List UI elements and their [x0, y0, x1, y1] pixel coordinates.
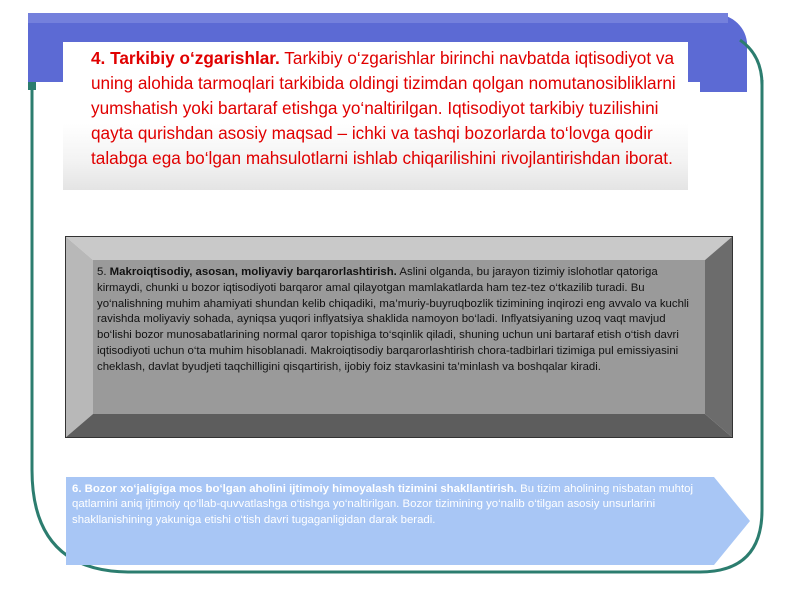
point-6-text	[72, 482, 712, 528]
bevel-top-face	[65, 236, 733, 260]
point-4-heading: 4. Tarkibiy o‘zgarishlar.	[91, 48, 280, 68]
point-5-number: 5.	[97, 266, 110, 278]
bevel-right-face	[705, 236, 733, 438]
teal-frame-left-cap	[28, 82, 36, 90]
bevel-bottom-face	[65, 414, 733, 438]
point-4-body: Tarkibiy o‘zgarishlar birinchi navbatda iqtisodiyot va uning alohida tarmoqlari tarkibida oldingi tizimdan qolgan nomutanosibliklarni yumshatish yoki bartaraf etishga yo‘naltirilgan. Iqtisodiyot tarkibiy tuzilishini qayta qurishdan asosiy maqsad – ichki va tashqi bozorlarda to‘lovga qodir talabga ega bo‘lgan mahsulotlarni ishlab chiqarilishini rivojlantirishdan iborat.	[91, 48, 676, 168]
point-5-heading: Makroiqtisodiy, asosan, moliyaviy barqarorlashtirish.	[109, 266, 397, 278]
point-6-body: Bu tizim aholining nisbatan muhtoj qatlamini aniq ijtimoiy qo‘llab-quvvatlashga o‘tishga yo‘naltirilgan. Bozor tizimining yo‘nalib o‘tilgan asosiy unsurlarini shakllanishining yakuniga etishi o‘tish davri tugaganligidan darak beradi.	[72, 483, 693, 526]
bevel-left-face	[65, 236, 93, 438]
point-6-heading: 6. Bozor xo‘jaligiga mos bo‘lgan aholini ijtimoiy himoyalash tizimini shakllantirish.	[72, 483, 517, 495]
point-5-text	[97, 265, 699, 413]
point-4-textbox	[63, 42, 688, 190]
blue-frame-top-strip	[28, 13, 728, 23]
point-5-body: Aslini olganda, bu jarayon tizimiy islohotlar qatoriga kirmaydi, chunki u bozor iqtisodiyoti barqaror amal qilayotgan mamlakatlarda ham tez-tez o‘tkazilib turadi. Bu yo‘nalishning muhim ahamiyati shundan kelib chiqadiki, ma’muriy-buyruqbozlik tizimining inqirozi eng avvalo va kuchli ravishda moliyaviy sohada, ayniqsa yuqori inflyatsiya shaklida namoyon bo‘ladi. Inflyatsiyaning uzoq vaqt mavjud bo‘lishi bozor munosabatlarining normal qaror topishiga to‘sqinlik qiladi, shuning uchun uni bartaraf etish o‘tish davri iqtisodiyoti uchun o‘ta muhim hisoblanadi. Makroiqtisodiy barqarorlashtirish chora-tadbirlari tizimiga pul emissiyasini cheklash, davlat byudjeti taqchilligini qisqartirish, ijobiy foiz stavkasini ta’minlash va boshqalar kiradi.	[97, 266, 689, 373]
